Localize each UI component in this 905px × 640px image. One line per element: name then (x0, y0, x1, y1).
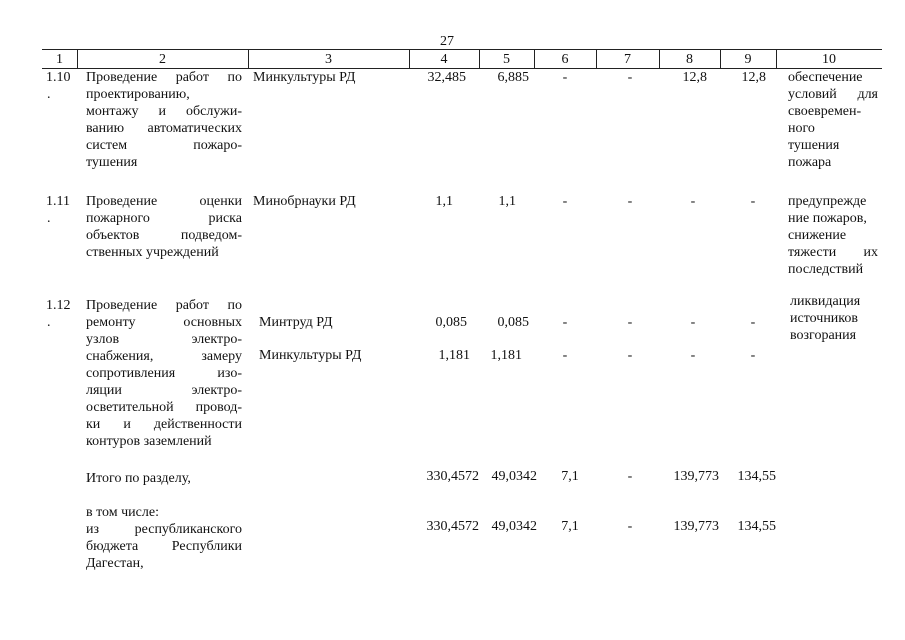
row-description-line: тушения (86, 155, 138, 170)
subtotal-label-line: из республиканского (86, 522, 242, 537)
row-result-line: ние пожаров, (788, 211, 867, 226)
row-description-line: монтажу и обслужи- (86, 104, 242, 119)
subtotal-col5: 49,0342 (491, 519, 537, 534)
row-number-dot: . (47, 315, 51, 330)
cell-col9: - (750, 194, 756, 209)
row-description-line: сопротивления изо- (86, 366, 242, 381)
cell-col9: - (750, 315, 756, 330)
cell-col5: 0,085 (497, 315, 529, 330)
row-description-line: пожарного риска (86, 211, 242, 226)
row-number: 1.12 (46, 298, 71, 313)
column-header-5: 5 (503, 52, 510, 67)
row-number: 1.10 (46, 70, 71, 85)
row-executor: Минкультуры РД (259, 348, 362, 363)
row-result-line: источников (790, 311, 859, 326)
row-description-line: ки и действенности (86, 417, 242, 432)
header-top-rule (42, 49, 882, 50)
subtotal-label-line: в том числе: (86, 505, 159, 520)
subtotal-label-line: бюджета Республики (86, 539, 242, 554)
row-description-line: узлов электро- (86, 332, 242, 347)
cell-col6: - (562, 315, 568, 330)
row-number-dot: . (47, 211, 51, 226)
row-description-line: Проведение работ по (86, 298, 242, 313)
row-result-line: снижение (788, 228, 847, 243)
row-result-line: обеспечение (788, 70, 863, 85)
column-header-1: 1 (56, 52, 63, 67)
cell-col9: - (750, 348, 756, 363)
row-result-line: тяжести их (788, 245, 878, 260)
row-description-line: ляции электро- (86, 383, 242, 398)
totals-col4: 330,4572 (426, 469, 479, 484)
page-number: 27 (440, 34, 454, 49)
cell-col7: - (627, 348, 633, 363)
totals-col5: 49,0342 (491, 469, 537, 484)
row-description-line: осветительной провод- (86, 400, 242, 415)
row-result-line: своевремен- (788, 104, 862, 119)
cell-col8: - (690, 194, 696, 209)
column-header-8: 8 (686, 52, 693, 67)
row-result-line: возгорания (790, 328, 857, 343)
cell-col4: 1,181 (438, 348, 470, 363)
column-header-4: 4 (440, 52, 448, 67)
cell-col5: 1,1 (498, 194, 516, 209)
row-description-line: ванию автоматических (86, 121, 242, 136)
row-description-line: контуров заземлений (86, 434, 212, 449)
column-header-2: 2 (159, 52, 166, 67)
cell-col7: - (627, 315, 633, 330)
row-result-line: ликвидация (790, 294, 861, 309)
cell-col4: 0,085 (435, 315, 467, 330)
cell-col5: 6,885 (497, 70, 529, 85)
cell-col7: - (627, 70, 633, 85)
row-result-line: условий для (788, 87, 878, 102)
cell-col4: 1,1 (435, 194, 453, 209)
row-result-line: последствий (788, 262, 864, 277)
cell-col8: - (690, 348, 696, 363)
column-header-6: 6 (561, 52, 569, 67)
subtotal-label-line: Дагестан, (86, 556, 144, 571)
cell-col4: 32,485 (427, 70, 466, 85)
column-header-9: 9 (744, 52, 752, 67)
row-executor: Минтруд РД (259, 315, 333, 330)
row-result-line: предупрежде (788, 194, 867, 209)
cell-col5: 1,181 (490, 348, 522, 363)
row-result-line: тушения (788, 138, 840, 153)
row-result-line: ного (788, 121, 815, 136)
column-header-3: 3 (325, 52, 332, 67)
row-description-line: систем пожаро- (86, 138, 242, 153)
row-description-line: Проведение работ по (86, 70, 242, 85)
row-description-line: ремонту основных (86, 315, 242, 330)
subtotal-col6: 7,1 (561, 519, 579, 534)
row-number: 1.11 (46, 194, 70, 209)
row-executor: Минкультуры РД (253, 70, 356, 85)
subtotal-col9: 134,55 (737, 519, 776, 534)
cell-col6: - (562, 348, 568, 363)
row-number-dot: . (47, 87, 51, 102)
totals-col8: 139,773 (673, 469, 719, 484)
totals-col9: 134,55 (737, 469, 776, 484)
row-executor: Минобрнауки РД (253, 194, 356, 209)
row-description-line: ственных учреждений (86, 245, 219, 260)
row-description-line: объектов подведом- (86, 228, 242, 243)
cell-col6: - (562, 194, 568, 209)
totals-col6: 7,1 (561, 469, 579, 484)
row-description-line: проектированию, (86, 87, 190, 102)
column-header-10: 10 (822, 52, 836, 67)
subtotal-col4: 330,4572 (426, 519, 479, 534)
cell-col8: 12,8 (682, 70, 707, 85)
row-description-line: снабжения, замеру (86, 349, 242, 364)
row-result-line: пожара (788, 155, 832, 170)
row-description-line: Проведение оценки (86, 194, 242, 209)
totals-col7: - (627, 469, 633, 484)
totals-label: Итого по разделу, (86, 471, 191, 486)
cell-col9: 12,8 (741, 70, 766, 85)
cell-col7: - (627, 194, 633, 209)
column-header-7: 7 (624, 52, 631, 67)
cell-col8: - (690, 315, 696, 330)
subtotal-col8: 139,773 (673, 519, 719, 534)
subtotal-col7: - (627, 519, 633, 534)
cell-col6: - (562, 70, 568, 85)
